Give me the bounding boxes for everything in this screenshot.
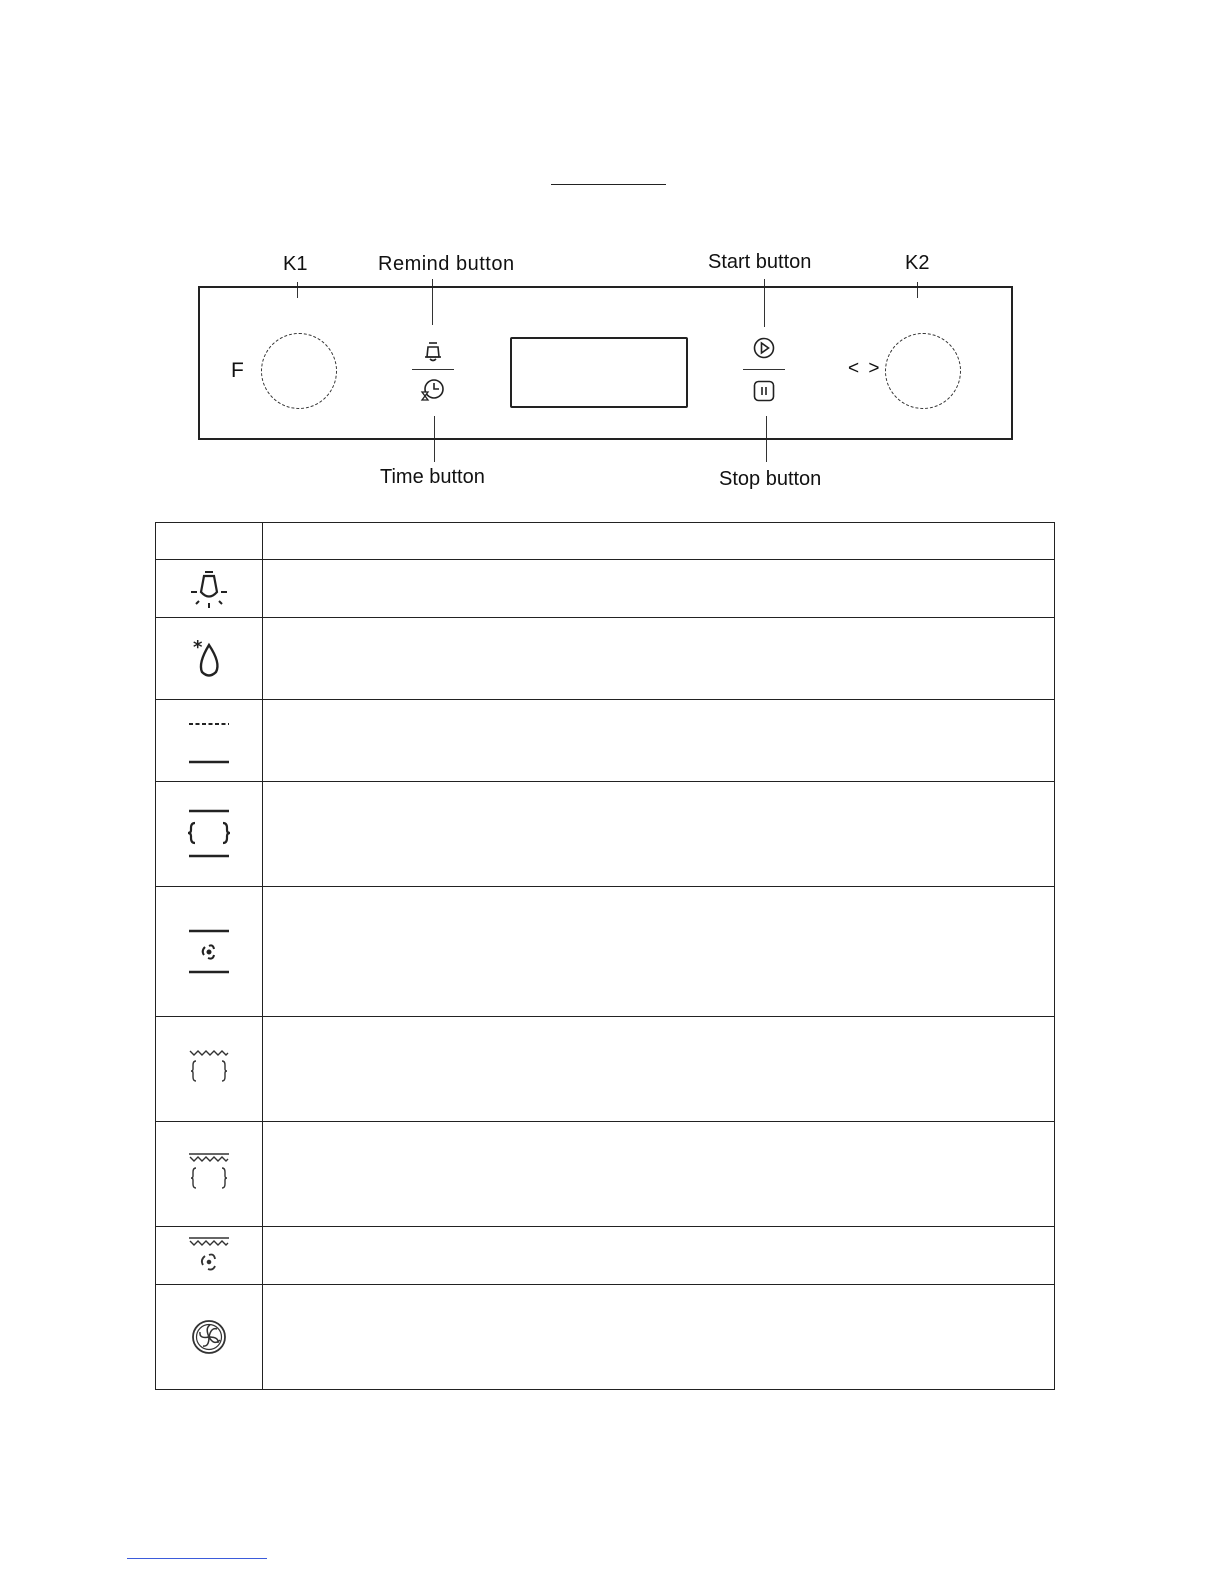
header-rule: [551, 184, 666, 185]
time-button-label: Time button: [380, 466, 485, 488]
table-row: [156, 1017, 1055, 1122]
table-row: [156, 560, 1055, 618]
table-row: [156, 887, 1055, 1017]
play-icon[interactable]: [753, 337, 775, 359]
k2-label: K2: [905, 252, 930, 274]
remind-button-label: Remind button: [378, 253, 515, 275]
header-cell-symbol: [156, 523, 263, 560]
row-description: [263, 887, 1055, 1017]
bottom-heat-icon: [186, 716, 232, 766]
table-row: [156, 1122, 1055, 1227]
fan-grill-icon: [186, 1236, 232, 1276]
top-bottom-heat-icon: [186, 808, 232, 860]
display-screen: [510, 337, 688, 408]
hot-air-fan-icon: [187, 1315, 231, 1359]
fan-top-bottom-icon: [186, 928, 232, 976]
remind-time-separator: [412, 369, 454, 370]
row-description: [263, 1285, 1055, 1390]
row-description: [263, 560, 1055, 618]
svg-text:*: *: [193, 636, 203, 658]
defrost-icon: [187, 635, 231, 683]
lamp-icon: [187, 567, 231, 611]
table-row: [156, 618, 1055, 700]
table-header-row: [156, 523, 1055, 560]
table-row: [156, 782, 1055, 887]
row-description: [263, 1122, 1055, 1227]
k1-label: K1: [283, 253, 308, 275]
row-description: [263, 782, 1055, 887]
row-description: [263, 700, 1055, 782]
table-row: [156, 700, 1055, 782]
table-row: [156, 1227, 1055, 1285]
row-description: [263, 618, 1055, 700]
clock-icon[interactable]: [420, 378, 446, 402]
k1-knob[interactable]: [261, 333, 337, 409]
arrows-label: < >: [848, 358, 882, 379]
bell-icon[interactable]: [422, 341, 444, 363]
double-grill-icon: [186, 1152, 232, 1196]
table-row: [156, 1285, 1055, 1390]
header-cell-description: [263, 523, 1055, 560]
function-f-label: F: [231, 359, 244, 382]
start-button-label: Start button: [708, 251, 812, 273]
row-description: [263, 1227, 1055, 1285]
k2-knob[interactable]: [885, 333, 961, 409]
footer-link-underline: [127, 1558, 267, 1559]
grill-icon: [186, 1047, 232, 1091]
start-stop-separator: [743, 369, 785, 370]
stop-button-label: Stop button: [719, 468, 822, 490]
pause-icon[interactable]: [753, 380, 775, 402]
function-table: [155, 522, 1055, 1390]
row-description: [263, 1017, 1055, 1122]
